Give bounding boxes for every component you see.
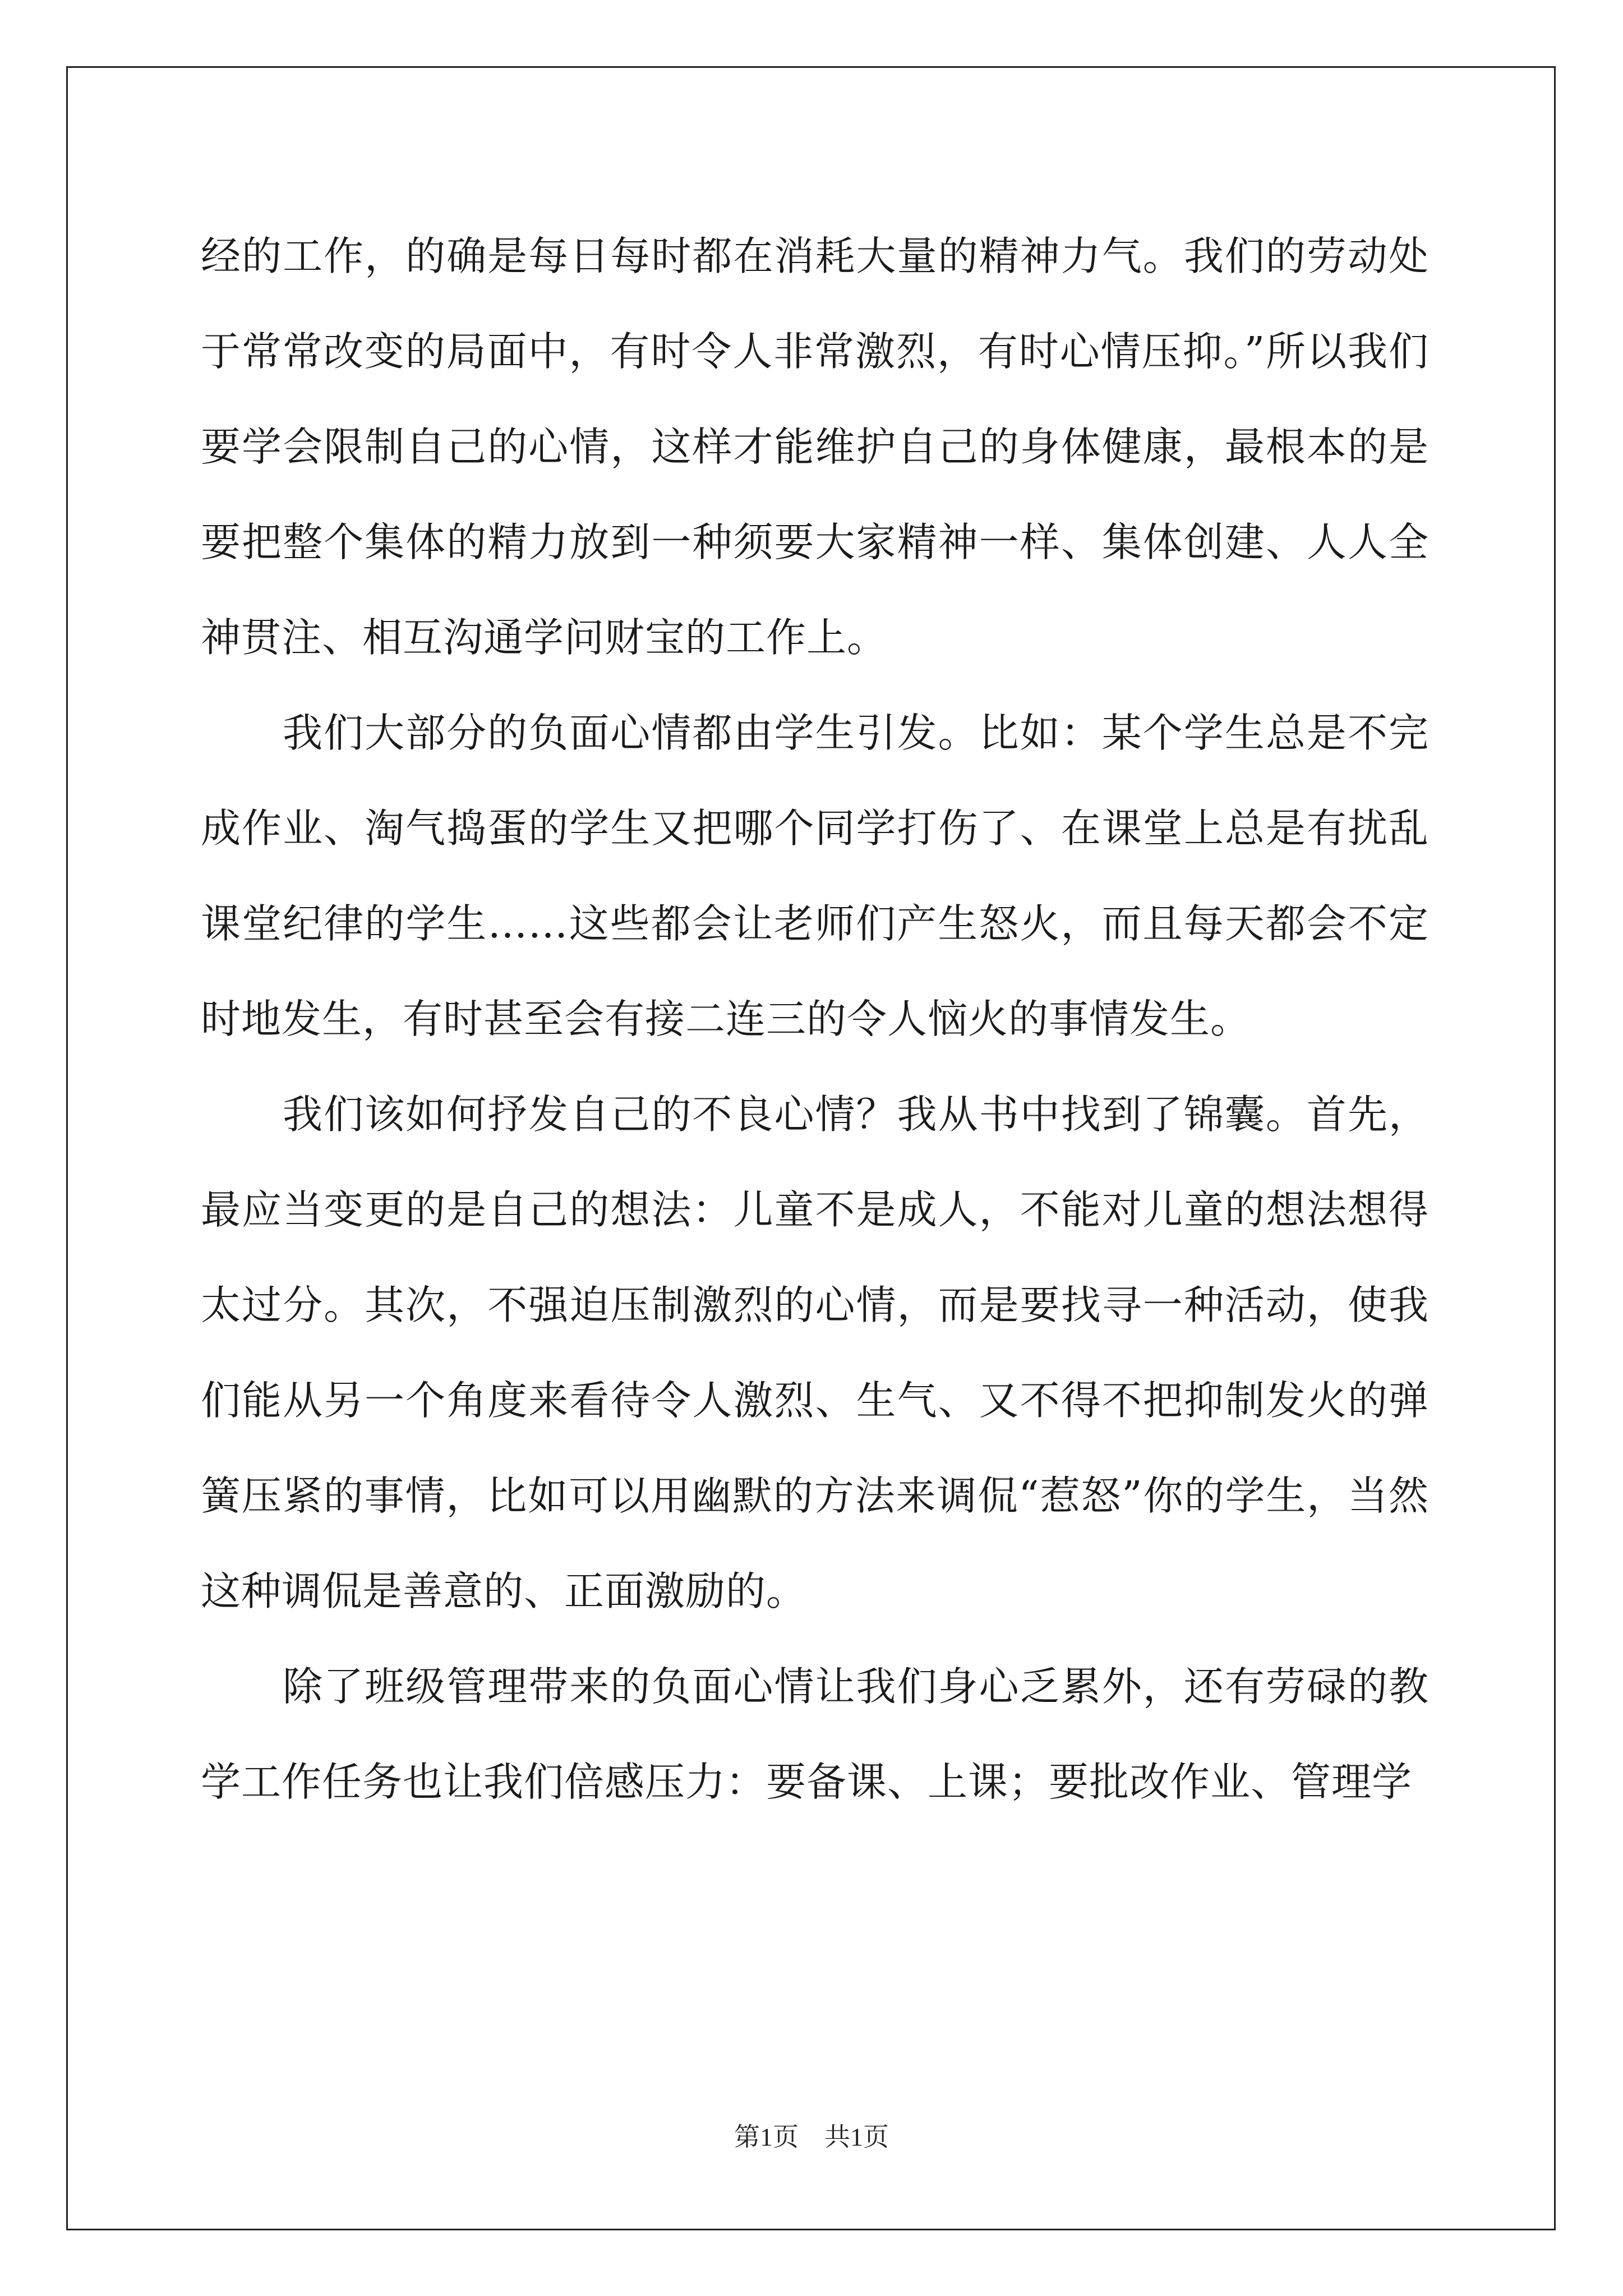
page-number-current: 第1页 <box>734 2123 799 2151</box>
paragraph-1: 经的工作，的确是每日每时都在消耗大量的精神力气。我们的劳动处于常常改变的局面中，有时令人非常激烈，有时心情压抑。”所以我们要学会限制自己的心情，这样才能维护自己的身体健康，最根本的是要把整个集体的精力放到一种须要大家精神一样、集体创建、人人全神贯注、相互沟通学问财宝的工作上。 <box>201 233 1429 661</box>
document-body <box>201 209 1429 1830</box>
paragraph-4: 除了班级管理带来的负面心情让我们身心乏累外，还有劳碌的教学工作任务也让我们倍感压力：要备课、上课；要批改作业、管理学 <box>201 1663 1429 1805</box>
paragraph-2: 我们大部分的负面心情都由学生引发。比如：某个学生总是不完成作业、淘气捣蛋的学生又把哪个同学打伤了、在课堂上总是有扰乱课堂纪律的学生……这些都会让老师们产生怒火，而且每天都会不定时地发生，有时甚至会有接二连三的令人恼火的事情发生。 <box>201 710 1429 1042</box>
paragraph-3: 我们该如何抒发自己的不良心情？我从书中找到了锦囊。首先，最应当变更的是自己的想法：儿童不是成人，不能对儿童的想法想得太过分。其次，不强迫压制激烈的心情，而是要找寻一种活动，使我们能从另一个角度来看待令人激烈、生气、又不得不把抑制发火的弹簧压紧的事情，比如可以用幽默的方法来调侃“惹怒”你的学生，当然这种调侃是善意的、正面激励的。 <box>201 1091 1429 1614</box>
page-number-total: 共1页 <box>824 2123 889 2151</box>
page-footer <box>0 2120 1623 2154</box>
